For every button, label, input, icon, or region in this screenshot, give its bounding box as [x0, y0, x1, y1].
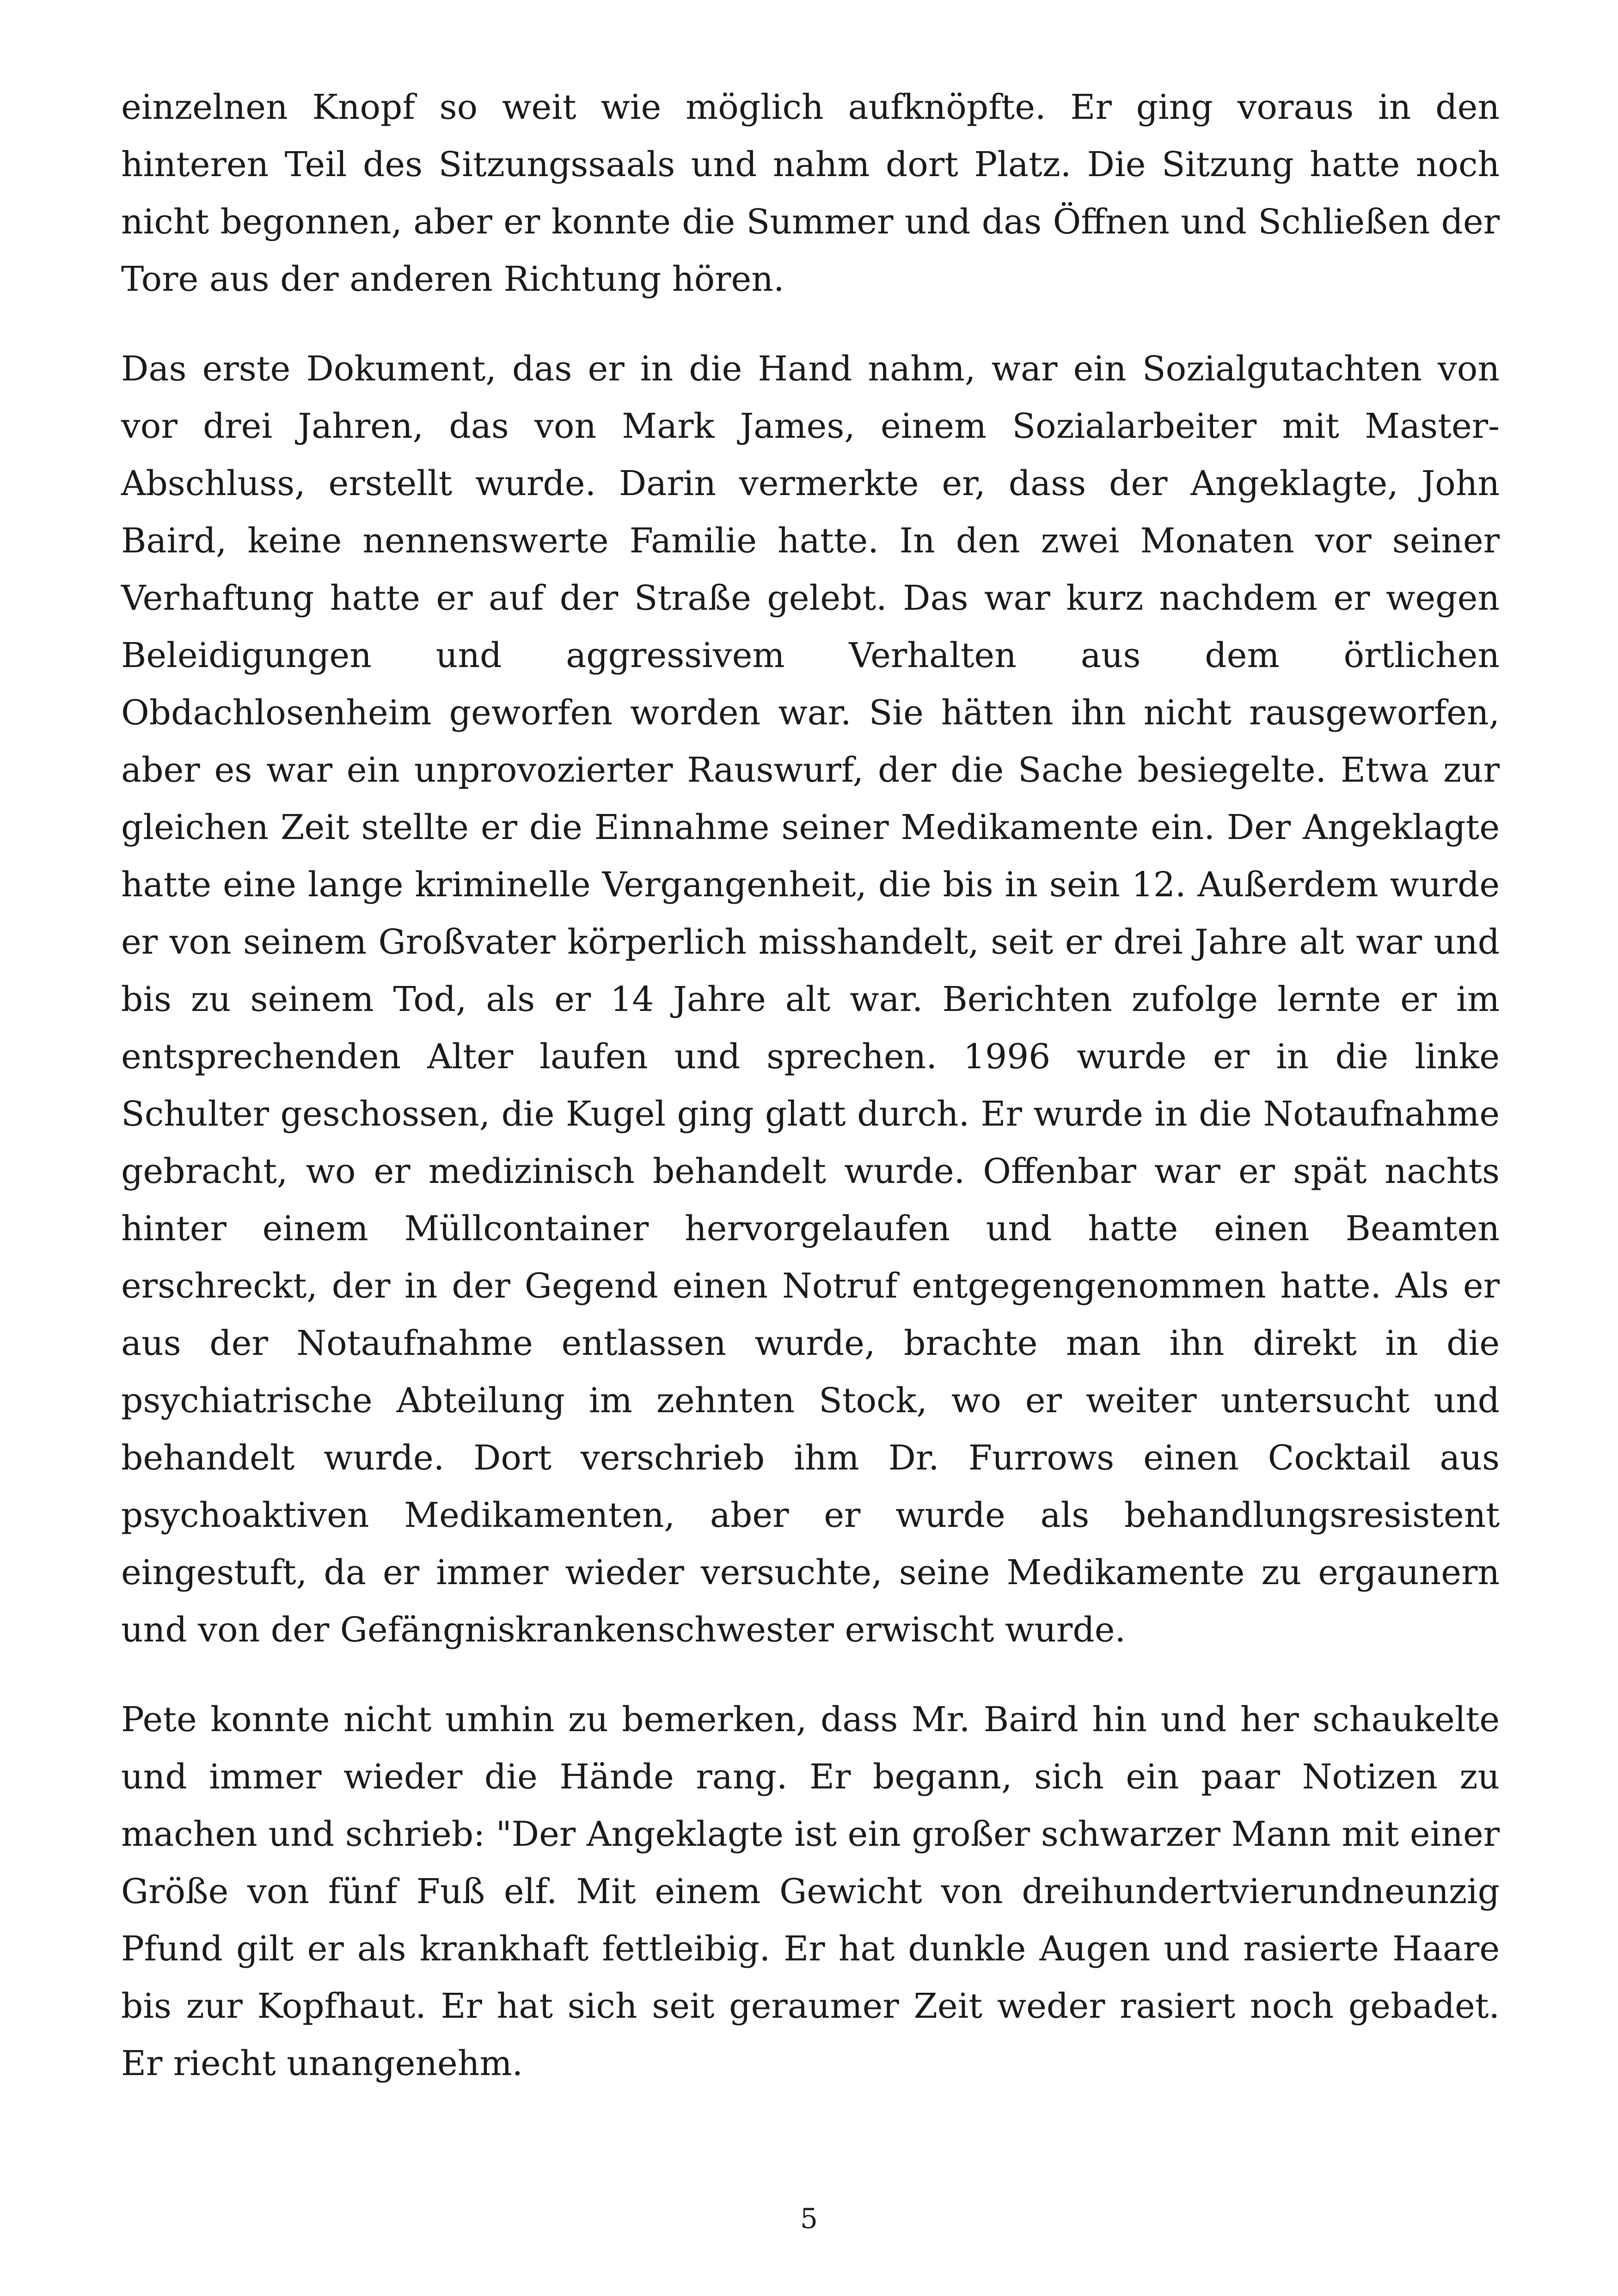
- page-number: 5: [800, 2203, 818, 2235]
- paragraph-1: einzelnen Knopf so weit wie möglich aufknöpfte. Er ging voraus in den hinteren Teil des Sitzungssaals und nahm dort Platz. Die Sitzung hatte noch nicht begonnen, aber er konnte die Summer und das Öffnen und Schließen der Tore aus der anderen Richtung hören.: [121, 87, 1500, 299]
- paragraph-3: Pete konnte nicht umhin zu bemerken, dass Mr. Baird hin und her schaukelte und immer wieder die Hände rang. Er begann, sich ein paar Notizen zu machen und schrieb: "Der Angeklagte ist ein großer schwarzer Mann mit einer Größe von fünf Fuß elf. Mit einem Gewicht von dreihundertvierundneunzig Pfund gilt er als krankhaft fettleibig. Er hat dunkle Augen und rasierte Haare bis zur Kopfhaut. Er hat sich seit geraumer Zeit weder rasiert noch gebadet. Er riecht unangenehm.: [121, 1700, 1500, 2083]
- body-text: [121, 79, 1500, 2125]
- paragraph-2: Das erste Dokument, das er in die Hand nahm, war ein Sozialgutachten von vor drei Jahren, das von Mark James, einem Sozialarbeiter mit Master-Abschluss, erstellt wurde. Darin vermerkte er, dass der Angeklagte, John Baird, keine nennenswerte Familie hatte. In den zwei Monaten vor seiner Verhaftung hatte er auf der Straße gelebt. Das war kurz nachdem er wegen Beleidigungen und aggressivem Verhalten aus dem örtlichen Obdachlosenheim geworfen worden war. Sie hätten ihn nicht rausgeworfen, aber es war ein unprovozierter Rauswurf, der die Sache besiegelte. Etwa zur gleichen Zeit stellte er die Einnahme seiner Medikamente ein. Der Angeklagte hatte eine lange kriminelle Vergangenheit, die bis in sein 12. Außerdem wurde er von seinem Großvater körperlich misshandelt, seit er drei Jahre alt war und bis zu seinem Tod, als er 14 Jahre alt war. Berichten zufolge lernte er im entsprechenden Alter laufen und sprechen. 1996 wurde er in die linke Schulter geschossen, die Kugel ging glatt durch. Er wurde in die Notaufnahme gebracht, wo er medizinisch behandelt wurde. Offenbar war er spät nachts hinter einem Müllcontainer hervorgelaufen und hatte einen Beamten erschreckt, der in der Gegend einen Notruf entgegengenommen hatte. Als er aus der Notaufnahme entlassen wurde, brachte man ihn direkt in die psychiatrische Abteilung im zehnten Stock, wo er weiter untersucht und behandelt wurde. Dort verschrieb ihm Dr. Furrows einen Cocktail aus psychoaktiven Medikamenten, aber er wurde als behandlungsresistent eingestuft, da er immer wieder versuchte, seine Medikamente zu ergaunern und von der Gefängniskrankenschwester erwischt wurde.: [121, 349, 1500, 1650]
